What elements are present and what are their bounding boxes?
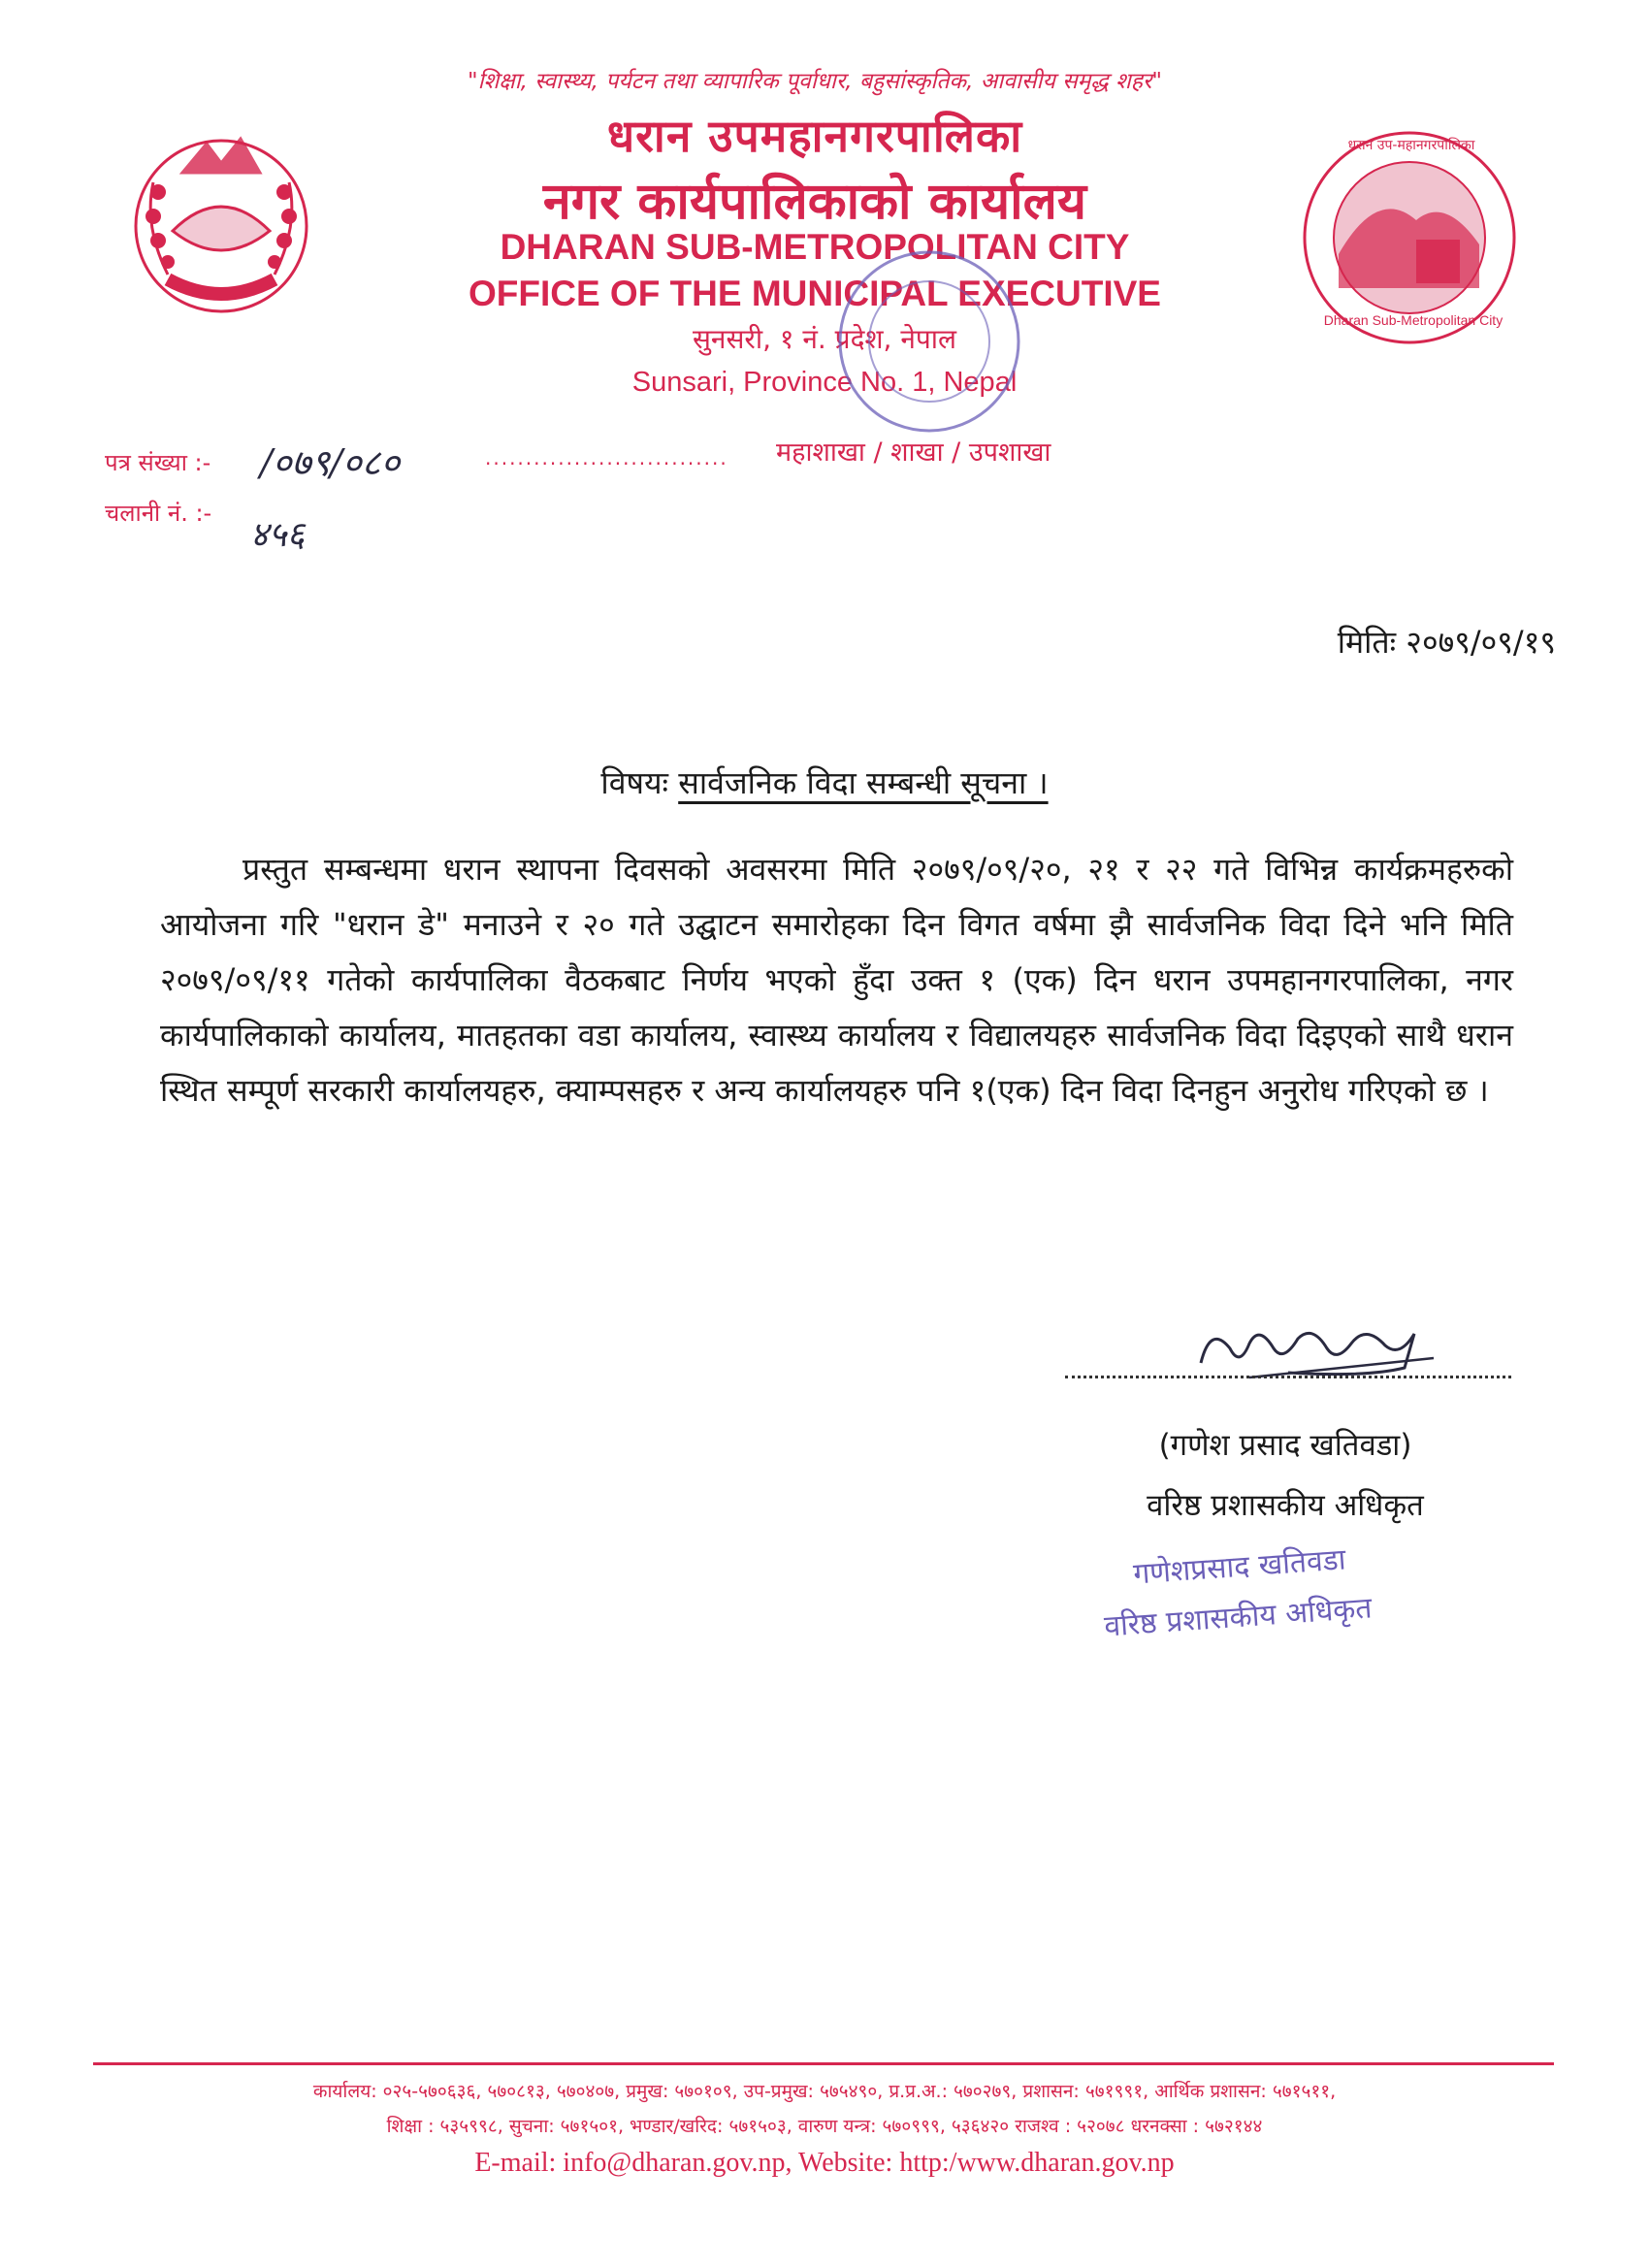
name-stamp-line-2: वरिष्ठ प्रशासकीय अधिकृत — [1103, 1591, 1374, 1644]
footer-divider — [93, 2062, 1554, 2065]
notice-body: प्रस्तुत सम्बन्धमा धरान स्थापना दिवसको अवसरमा मिति २०७९/०९/२०, २१ र २२ गते विभिन्न कार्यक्रमहरुको आयोजना गरि "धरान डे" मनाउने र २० गते उद्घाटन समारोहका दिन विगत वर्षमा झै सार्वजनिक विदा दिने भनि मिति २०७९/०९/११ गतेको कार्यपालिका वैठकबाट निर्णय भएको हुँदा उक्त १ (एक) दिन धरान उपमहानगरपालिका, नगर कार्यपालिकाको कार्यालय, मातहतका वडा कार्यालय, स्वास्थ्य कार्यालय र विद्यालयहरु सार्वजनिक विदा दिइएको साथै धरान स्थित सम्पूर्ण सरकारी कार्यालयहरु, क्याम्पसहरु र अन्य कार्यालयहरु पनि १(एक) दिन विदा दिनहुन अनुरोध गरिएको छ । — [160, 851, 1513, 1109]
signature-dotted-line — [1065, 1376, 1511, 1378]
address-english: Sunsari, Province No. 1, Nepal — [631, 367, 1018, 398]
subject-prefix: विषयः — [600, 764, 669, 801]
nepal-emblem-logo — [114, 114, 328, 328]
dispatch-number-value: ४५६ — [250, 515, 306, 555]
ref-dotted-line: .............................. — [485, 446, 728, 470]
office-title-nepali: नगर कार्यपालिकाको कार्यालय — [542, 173, 1087, 231]
org-title-english: DHARAN SUB-METROPOLITAN CITY — [500, 227, 1130, 267]
ref-number-label: पत्र संख्या :- — [105, 449, 211, 476]
seal-text-bottom: Dharan Sub-Metropolitan City — [1323, 312, 1504, 328]
address-nepali: सुनसरी, १ नं. प्रदेश, नेपाल — [692, 323, 957, 355]
subject-text: सार्वजनिक विदा सम्बन्धी सूचना । — [678, 764, 1049, 801]
handwritten-signature — [1191, 1305, 1443, 1392]
division-label: महाशाखा / शाखा / उपशाखा — [776, 437, 1051, 468]
subject-line — [0, 761, 1649, 803]
motto: "शिक्षा, स्वास्थ्य, पर्यटन तथा व्यापारिक पूर्वाधार, बहुसांस्कृतिक, आवासीय समृद्ध शहर" — [468, 69, 1162, 94]
signatory-title: वरिष्ठ प्रशासकीय अधिकृत — [1147, 1488, 1424, 1523]
name-stamp-line-1: गणेशप्रसाद खतिवडा — [1132, 1542, 1347, 1592]
seal-text-top: धरान उप-महानगरपालिका — [1347, 138, 1475, 153]
footer-phones-2: शिक्षा : ५३५९९८, सुचना: ५७१५०१, भण्डार/खरिद: ५७१५०३, वारुण यन्त्र: ५७०९९९, ५३६४२० राजश्व : ५२०७८ धरनक्सा : ५७२१४४ — [386, 2116, 1263, 2137]
dispatch-number-label: चलानी नं. :- — [105, 500, 212, 527]
ref-number-value: /०७९/०८० — [260, 441, 401, 484]
office-stamp — [832, 244, 1026, 438]
footer-contact: E-mail: info@dharan.gov.np, Website: http:/www.dharan.gov.np — [474, 2148, 1175, 2178]
org-title-nepali: धरान उपमहानगरपालिका — [606, 110, 1023, 162]
office-title-english: OFFICE OF THE MUNICIPAL EXECUTIVE — [468, 274, 1161, 313]
footer-phones-1: कार्यालय: ०२५-५७०६३६, ५७०८१३, ५७०४०७, प्रमुख: ५७०१०९, उप-प्रमुख: ५७५४९०, प्र.प्र.अ.: ५७०२७९, प्रशासन: ५७१९९१, आर्थिक प्रशासन: ५७१५११, — [312, 2081, 1337, 2102]
letter-date: मितिः २०७९/०९/१९ — [1337, 624, 1556, 661]
signatory-name: (गणेश प्रसाद खतिवडा) — [1158, 1428, 1412, 1463]
